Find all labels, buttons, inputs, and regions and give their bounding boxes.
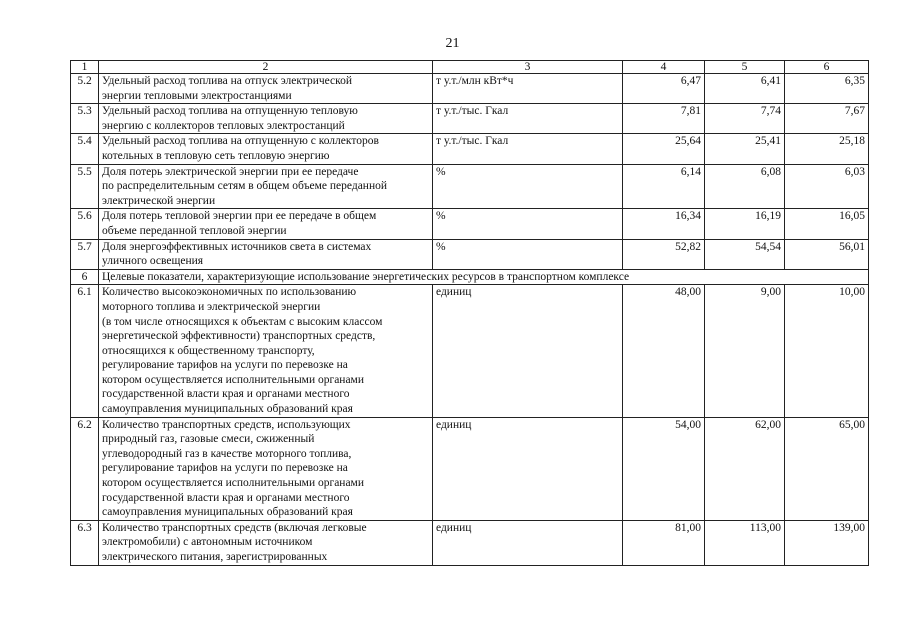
row-number: 6.2 (71, 417, 99, 520)
indicator-name: Доля потерь электрической энергии при ее передаче по распределительным сетям в общем объеме переданной электрической энергии (99, 164, 433, 209)
section-number: 6 (71, 269, 99, 285)
row-number: 5.6 (71, 209, 99, 239)
table-row (71, 285, 869, 417)
value-col5: 113,00 (705, 520, 785, 565)
indicators-table (70, 60, 869, 566)
value-col5: 6,41 (705, 74, 785, 104)
value-col4: 16,34 (623, 209, 705, 239)
value-col6: 56,01 (785, 239, 869, 269)
indicator-name: Количество транспортных средств, использующих природный газ, газовые смеси, сжиженный углеводородный газ в качестве моторного топлива, регулирование тарифов на услуги по перевозке на котором осуществляется исполнительными органами государственной власти края и органами местного самоуправления муниципальных образований края (99, 417, 433, 520)
indicator-name: Доля энергоэффективных источников света в системах уличного освещения (99, 239, 433, 269)
table-row (71, 164, 869, 209)
table-row (71, 239, 869, 269)
row-number: 6.1 (71, 285, 99, 417)
value-col6: 10,00 (785, 285, 869, 417)
unit: % (433, 164, 623, 209)
value-col6: 25,18 (785, 134, 869, 164)
value-col5: 62,00 (705, 417, 785, 520)
row-number: 5.3 (71, 104, 99, 134)
value-col6: 6,35 (785, 74, 869, 104)
table-row (71, 134, 869, 164)
section-header-row (71, 269, 869, 285)
value-col4: 25,64 (623, 134, 705, 164)
value-col6: 65,00 (785, 417, 869, 520)
unit: т у.т./млн кВт*ч (433, 74, 623, 104)
row-number: 6.3 (71, 520, 99, 565)
indicator-name: Количество транспортных средств (включая легковые электромобили) с автономным источником электрического питания, зарегистрированных (99, 520, 433, 565)
value-col4: 52,82 (623, 239, 705, 269)
row-number: 5.4 (71, 134, 99, 164)
column-header-row (71, 61, 869, 74)
unit: единиц (433, 285, 623, 417)
indicator-name: Удельный расход топлива на отпуск электрической энергии тепловыми электростанциями (99, 74, 433, 104)
value-col6: 16,05 (785, 209, 869, 239)
value-col5: 16,19 (705, 209, 785, 239)
column-header: 5 (705, 61, 785, 74)
table-row (71, 417, 869, 520)
column-header: 2 (99, 61, 433, 74)
value-col6: 7,67 (785, 104, 869, 134)
table-row (71, 209, 869, 239)
unit: единиц (433, 417, 623, 520)
value-col4: 6,47 (623, 74, 705, 104)
value-col4: 6,14 (623, 164, 705, 209)
row-number: 5.5 (71, 164, 99, 209)
value-col5: 7,74 (705, 104, 785, 134)
value-col5: 54,54 (705, 239, 785, 269)
unit: т у.т./тыс. Гкал (433, 134, 623, 164)
value-col5: 25,41 (705, 134, 785, 164)
column-header: 3 (433, 61, 623, 74)
column-header: 1 (71, 61, 99, 74)
value-col6: 6,03 (785, 164, 869, 209)
indicator-name: Удельный расход топлива на отпущенную с коллекторов котельных в тепловую сеть тепловую энергию (99, 134, 433, 164)
column-header: 4 (623, 61, 705, 74)
table-row (71, 74, 869, 104)
value-col4: 48,00 (623, 285, 705, 417)
unit: т у.т./тыс. Гкал (433, 104, 623, 134)
value-col5: 9,00 (705, 285, 785, 417)
row-number: 5.7 (71, 239, 99, 269)
value-col4: 81,00 (623, 520, 705, 565)
indicator-name: Доля потерь тепловой энергии при ее передаче в общем объеме переданной тепловой энергии (99, 209, 433, 239)
column-header: 6 (785, 61, 869, 74)
page-number: 21 (445, 36, 460, 51)
row-number: 5.2 (71, 74, 99, 104)
section-title: Целевые показатели, характеризующие использование энергетических ресурсов в транспортном комплексе (99, 269, 869, 285)
indicator-name: Количество высокоэкономичных по использованию моторного топлива и электрической энергии (в том числе относящихся к объектам с высоким классом энергетической эффективности) транспортных средств, относящихся к общественному транспорту, регулирование тарифов на услуги по перевозке на котором осуществляется исполнительными органами государственной власти края и органами местного самоуправления муниципальных образований края (99, 285, 433, 417)
value-col5: 6,08 (705, 164, 785, 209)
unit: % (433, 239, 623, 269)
unit: % (433, 209, 623, 239)
value-col4: 7,81 (623, 104, 705, 134)
table-row (71, 520, 869, 565)
unit: единиц (433, 520, 623, 565)
indicator-name: Удельный расход топлива на отпущенную тепловую энергию с коллекторов тепловых электростанций (99, 104, 433, 134)
value-col6: 139,00 (785, 520, 869, 565)
table-row (71, 104, 869, 134)
value-col4: 54,00 (623, 417, 705, 520)
